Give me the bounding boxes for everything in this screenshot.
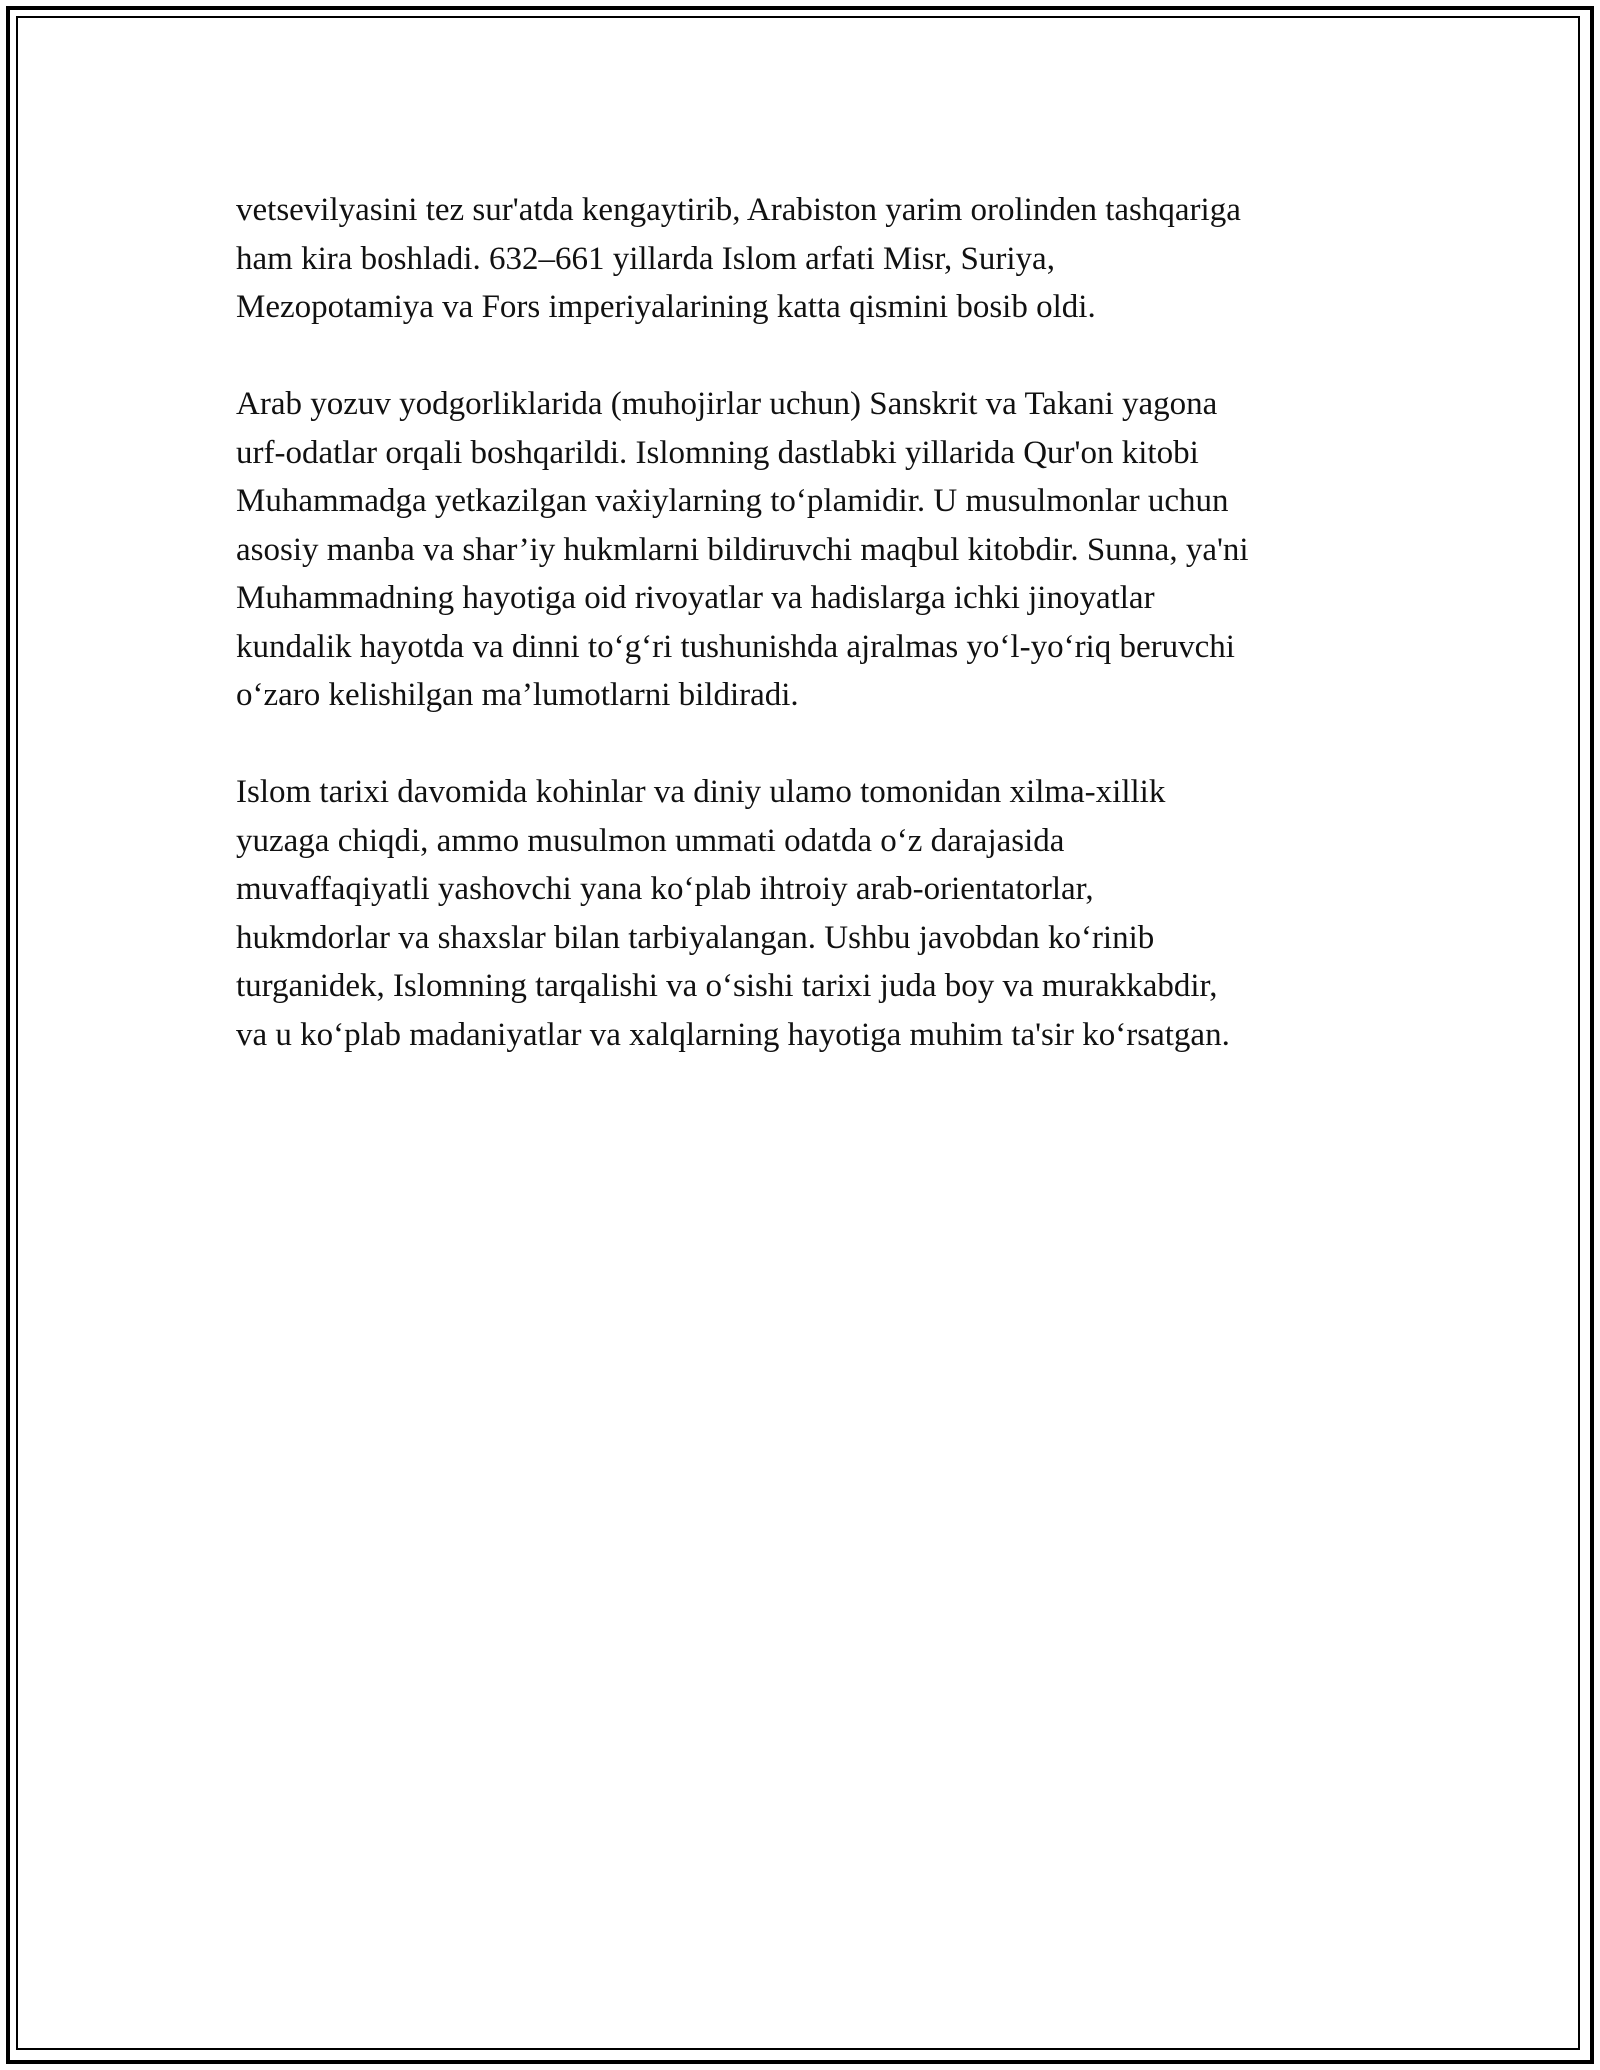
text-line: Arab yozuv yodgorliklarida (muhojirlar uchun) Sanskrit va Takani yagona: [236, 386, 1218, 422]
text-line: Muhammadning hayotiga oid rivoyatlar va hadislarga ichki jinoyatlar: [236, 580, 1155, 616]
text-line: yuzaga chiqdi, ammo musulmon ummati odatda o‘z darajasida: [236, 822, 1065, 859]
text-line: hukmdorlar va shaxslar bilan tarbiyalangan. Ushbu javobdan ko‘rinib: [236, 919, 1155, 956]
text-line: turganidek, Islomning tarqalishi va o‘sishi tarixi juda boy va murakkabdir,: [236, 968, 1218, 1004]
paragraph-3: [236, 768, 1386, 1059]
text-line: urf-odatlar orqali boshqarildi. Islomning dastlabki yillarida Qur'on kitobi: [236, 434, 1199, 471]
text-line: va u ko‘plab madaniyatlar va xalqlarning hayotiga muhim ta'sir ko‘rsatgan.: [236, 1016, 1230, 1053]
text-line: Islom tarixi davomida kohinlar va diniy ulamo tomonidan xilma-xillik: [236, 774, 1166, 810]
text-line: Muhammadga yetkazilgan vaẋiylarning to‘plamidir. U musulmonlar uchun: [236, 483, 1229, 519]
text-line: muvaffaqiyatli yashovchi yana ko‘plab ihtroiy arab-orientatorlar,: [236, 871, 1094, 907]
text-line: asosiy manba va shar’iy hukmlarni bildiruvchi maqbul kitobdir. Sunna, ya'ni: [236, 531, 1249, 568]
text-line: Mezopotamiya va Fors imperiyalarining katta qismini bosib oldi.: [236, 289, 1096, 325]
text-line: ham kira boshladi. 632–661 yillarda Islom arfati Misr, Suriya,: [236, 240, 1055, 277]
paragraph-2: [236, 380, 1386, 720]
document-body: [236, 186, 1386, 1108]
text-line: o‘zaro kelishilgan ma’lumotlarni bildiradi.: [236, 677, 799, 713]
paragraph-1: [236, 186, 1386, 332]
text-line: kundalik hayotda va dinni to‘g‘ri tushunishda ajralmas yo‘l-yo‘riq beruvchi: [236, 628, 1235, 665]
text-line: vetsevilyasini tez sur'atda kengaytirib, Arabiston yarim orolinden tashqariga: [236, 192, 1241, 228]
